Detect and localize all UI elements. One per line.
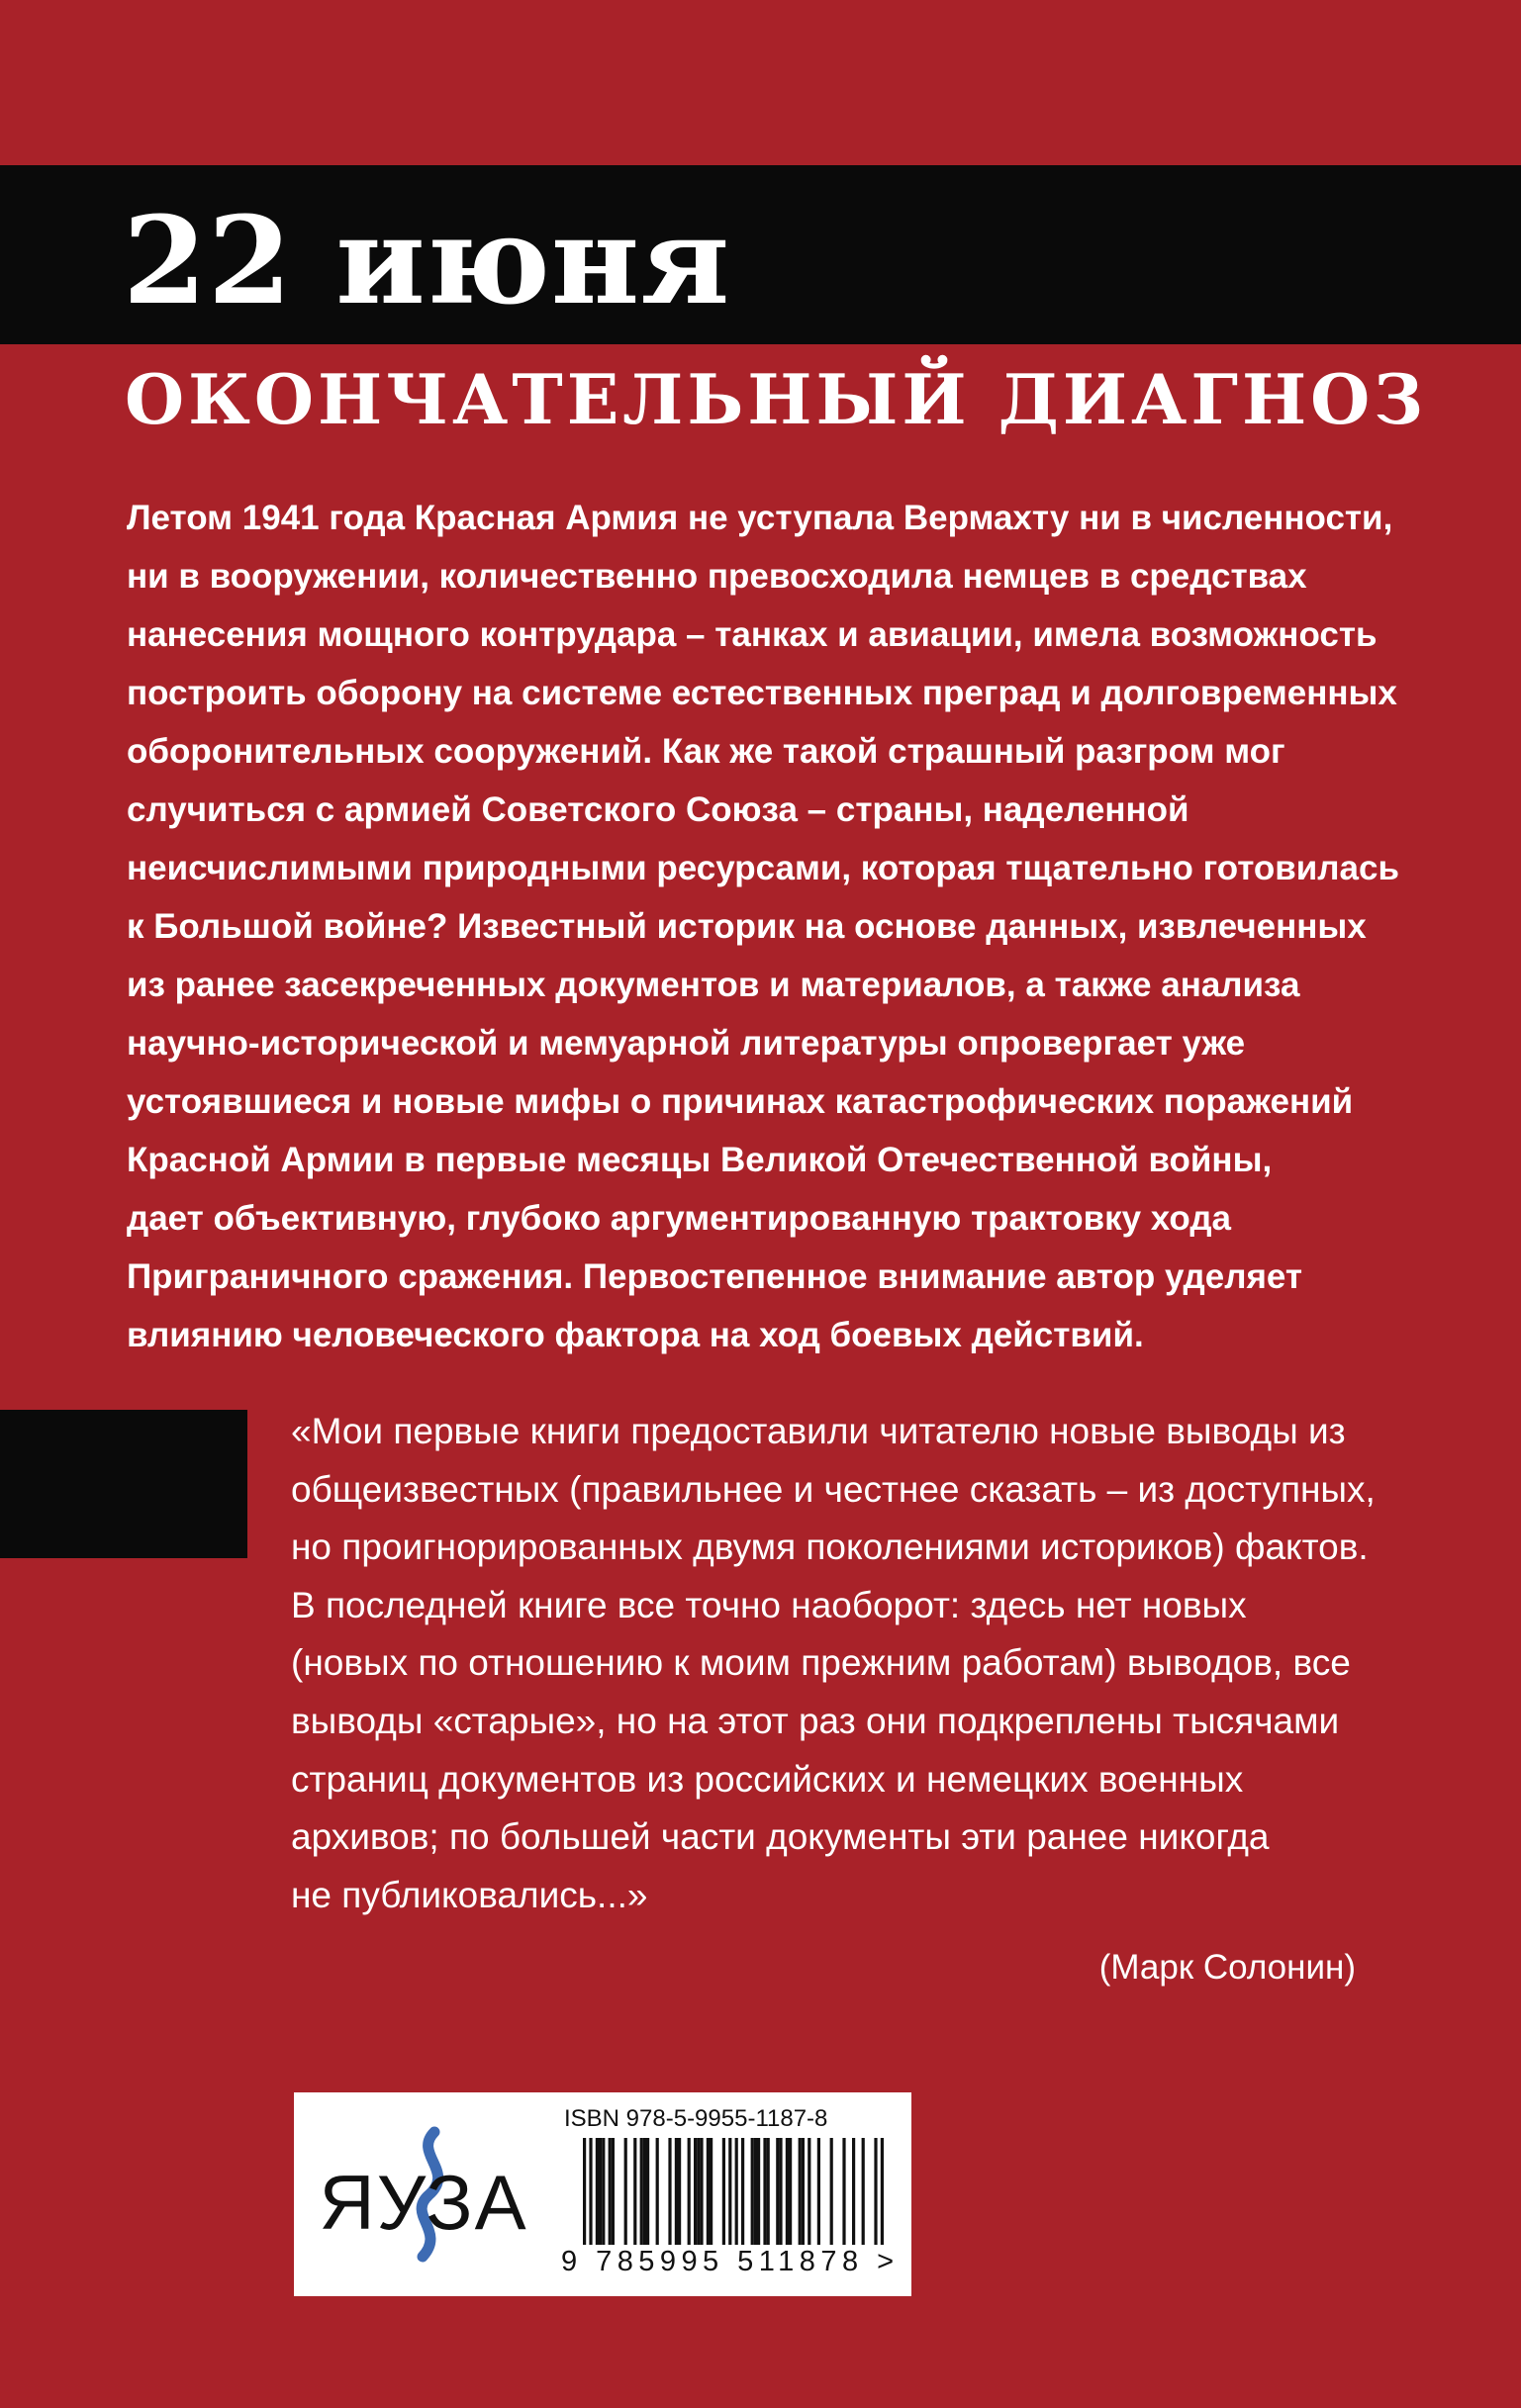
publisher-logo (319, 2124, 528, 2263)
isbn-number: ISBN 978-5-9955-1187-8 (564, 2105, 828, 2132)
barcode-bar (802, 2138, 805, 2245)
barcode-bar (852, 2138, 855, 2245)
description-line: неисчислимыми природными ресурсами, которая тщательно готовилась (127, 849, 1399, 887)
barcode-bar (612, 2138, 615, 2245)
book-title: 22 июня (123, 189, 731, 331)
barcode-bar (599, 2138, 602, 2245)
description-line: Красной Армии в первые месяцы Великой Отечественной войны, (127, 1141, 1273, 1179)
quote-attribution: (Марк Солонин) (1098, 1948, 1356, 1987)
barcode-bar (728, 2138, 731, 2263)
barcode-bar (786, 2138, 789, 2245)
barcode-bar (624, 2138, 627, 2245)
quote-line: В последней книге все точно наоборот: здесь нет новых (291, 1584, 1247, 1625)
barcode-bar (754, 2138, 757, 2245)
barcode-bar (668, 2138, 671, 2245)
barcode-bar (678, 2138, 681, 2245)
barcode-bar (583, 2138, 586, 2263)
barcode-bar (697, 2138, 700, 2245)
barcode-bar (776, 2138, 779, 2245)
description-line: научно-исторической и мемуарной литературы опровергает уже (127, 1024, 1246, 1063)
barcode-bar (589, 2138, 592, 2263)
description-line: оборонительных сооружений. Как же такой страшный разгром мог (127, 732, 1285, 771)
description-line: устоявшиеся и новые мифы о причинах катастрофических поражений (127, 1082, 1354, 1121)
quote-line: (новых по отношению к моим прежним работам) выводов, все (291, 1642, 1351, 1684)
barcode-bars (583, 2138, 884, 2263)
barcode-bar (656, 2138, 659, 2245)
barcode-bar (646, 2138, 649, 2245)
description-line: нанесения мощного контрудара – танках и авиации, имела возможность (127, 615, 1378, 654)
barcode-bar (817, 2138, 820, 2245)
quote-line: общеизвестных (правильнее и честнее сказать – из доступных, (291, 1468, 1376, 1510)
quote-line: но проигнорированных двумя поколениями историков) фактов. (291, 1527, 1369, 1568)
barcode-bar (694, 2138, 697, 2245)
description-line: дает объективную, глубоко аргументированную трактовку хода (127, 1199, 1232, 1238)
isbn-barcode (561, 2138, 898, 2276)
isbn-label (294, 2092, 911, 2296)
barcode-bar (842, 2138, 845, 2245)
barcode-bar (640, 2138, 643, 2245)
barcode-bar (741, 2138, 744, 2245)
book-subtitle: ОКОНЧАТЕЛЬНЫЙ ДИАГНОЗ (125, 360, 1428, 440)
author-quote (291, 1403, 1478, 1924)
description-line: влиянию человеческого фактора на ход боевых действий. (127, 1316, 1144, 1354)
barcode-bar (751, 2138, 754, 2245)
barcode-bar (862, 2138, 865, 2245)
barcode-bar (633, 2138, 636, 2245)
description-line: к Большой войне? Известный историк на основе данных, извлеченных (127, 907, 1367, 946)
book-description (127, 489, 1413, 1364)
barcode-bar (675, 2138, 678, 2245)
barcode-bar (808, 2138, 810, 2245)
description-line: случиться с армией Советского Союза – страны, наделенной (127, 790, 1189, 829)
quote-line: «Мои первые книги предоставили читателю новые выводы из (291, 1411, 1346, 1451)
barcode-bar (688, 2138, 691, 2245)
barcode-bar (700, 2138, 703, 2245)
barcode-bar (763, 2138, 766, 2245)
quote-marker-block (0, 1410, 247, 1558)
description-line: Приграничного сражения. Первостепенное внимание автор уделяет (127, 1257, 1303, 1296)
barcode-bar (789, 2138, 792, 2245)
description-line: построить оборону на системе естественных преград и долговременных (127, 674, 1397, 712)
barcode-bar (757, 2138, 760, 2245)
barcode-bar (722, 2138, 725, 2245)
barcode-bar (874, 2138, 877, 2263)
quote-line: выводы «старые», но на этот раз они подкреплены тысячами (291, 1700, 1340, 1741)
quote-line: не публиковались...» (291, 1874, 648, 1915)
description-line: из ранее засекреченных документов и материалов, а также анализа (127, 966, 1300, 1004)
barcode-bar (881, 2138, 884, 2263)
barcode-bar (609, 2138, 612, 2245)
barcode-bar (707, 2138, 710, 2245)
barcode-bar (602, 2138, 605, 2245)
barcode-bar (830, 2138, 833, 2245)
barcode-bar (767, 2138, 770, 2245)
description-line: Летом 1941 года Красная Армия не уступала Вермахту ни в численности, (127, 499, 1393, 537)
barcode-bar (799, 2138, 802, 2245)
barcode-bar (710, 2138, 713, 2245)
quote-line: страниц документов из российских и немецких военных (291, 1758, 1244, 1800)
publisher-name: ЯУЗА (319, 2159, 528, 2246)
quote-line: архивов; по большей части документы эти ранее никогда (291, 1816, 1270, 1858)
barcode-bar (643, 2138, 646, 2245)
barcode-bar (596, 2138, 599, 2245)
barcode-bar (735, 2138, 738, 2263)
barcode-bar (779, 2138, 782, 2245)
description-line: ни в вооружении, количественно превосходила немцев в средствах (127, 557, 1307, 596)
barcode-digits: 9 785995 511878 > (561, 2246, 894, 2277)
